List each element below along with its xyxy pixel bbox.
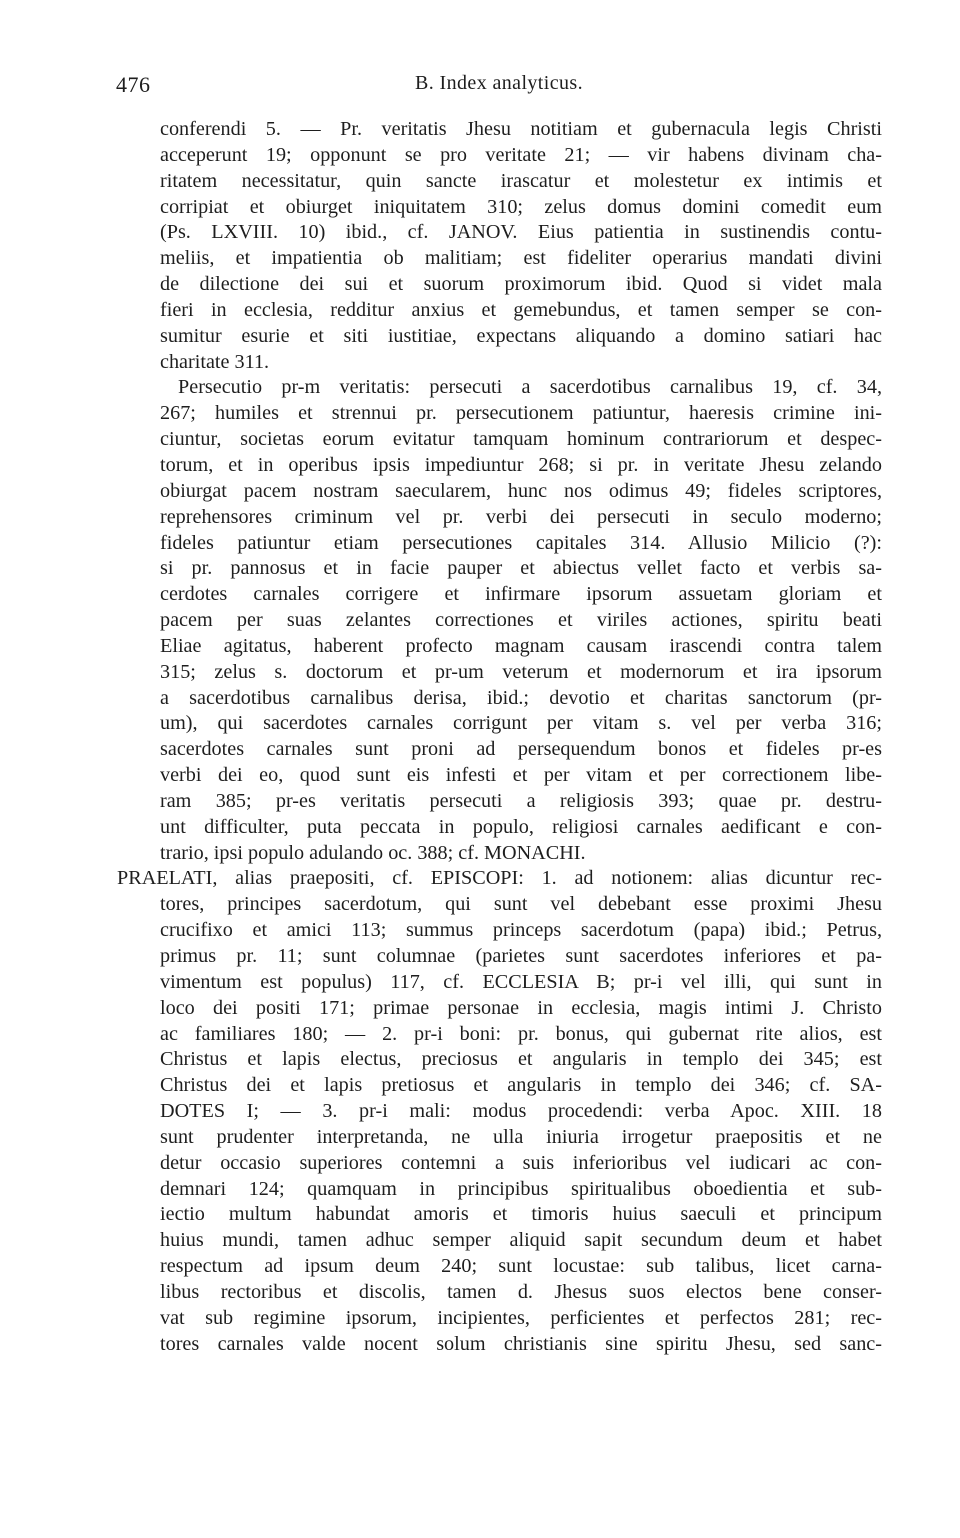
text-line: fideles patiuntur etiam persecutiones capitales 314. Allusio Milicio (?):: [160, 531, 882, 554]
index-body-text: [117, 117, 882, 1358]
text-line: crucifixo et amici 113; summus princeps sacerdotum (papa) ibid.; Petrus,: [160, 919, 882, 942]
text-line: Christus et lapis electus, preciosus et angularis in templo dei 345; est: [160, 1048, 882, 1071]
text-line: fieri in ecclesia, redditur anxius et gemebundus, et tamen semper se con-: [160, 298, 882, 321]
text-line: conferendi 5. — Pr. veritatis Jhesu notitiam et gubernacula legis Christi: [160, 118, 882, 140]
text-line: huius mundi, tamen adhuc semper aliquid sapit secundum deum et habet: [160, 1229, 882, 1252]
text-line: si pr. pannosus et in facie pauper et abiectus vellet facto et verbis sa-: [160, 557, 882, 580]
running-title: B. Index analyticus.: [415, 72, 583, 94]
text-line: ac familiares 180; — 2. pr-i boni: pr. bonus, qui gubernat rite alios, est: [160, 1022, 882, 1045]
text-line: detur occasio superiores contemni a suis inferioribus vel iudicari ac con-: [160, 1151, 882, 1174]
text-line: ritatem necessitatur, quin sancte irascatur et molestetur ex intimis et: [160, 169, 882, 192]
text-line: tores carnales valde nocent solum christianis sine spiritu Jhesu, sed sanc-: [160, 1332, 882, 1355]
text-line: Christus dei et lapis pretiosus et angularis in templo dei 346; cf. SA-: [160, 1074, 882, 1097]
text-line: pacem per suas zelantes correctiones et viriles actiones, spiritu beati: [160, 609, 882, 632]
text-line: DOTES I; — 3. pr-i mali: modus procedendi: verba Apoc. XIII. 18: [160, 1100, 882, 1123]
text-line: PRAELATI, alias praepositi, cf. EPISCOPI: 1. ad notionem: alias dicuntur rec-: [117, 867, 882, 890]
text-line: de dilectione dei sui et suorum proximorum ibid. Quod si videt mala: [160, 273, 882, 296]
text-line: demnari 124; quamquam in principibus spiritualibus oboedientia et sub-: [160, 1177, 882, 1200]
text-line: reprehensores criminum vel pr. verbi dei persecuti in seculo moderno;: [160, 505, 882, 528]
text-line: iectio multum habundat amoris et timoris huius saeculi et principum: [160, 1203, 882, 1226]
text-line: Eliae agitatus, haberent profecto magnam causam irascendi contra talem: [160, 634, 882, 657]
text-line: meliis, et impatientia ob malitiam; est fideliter operarius mandati divini: [160, 247, 882, 270]
text-line: respectum ad ipsum deum 240; sunt locustae: sub talibus, licet carna-: [160, 1255, 882, 1278]
page-header: [116, 72, 882, 102]
text-line: sunt prudenter interpretanda, ne ulla iniuria irrogetur praepositis et ne: [160, 1125, 882, 1148]
text-line: vat sub regimine ipsorum, incipientes, perficientes et perfectos 281; rec-: [160, 1306, 882, 1329]
text-line: trario, ipsi populo adulando oc. 388; cf. MONACHI.: [160, 841, 586, 864]
text-line: torum, et in operibus ipsis impediuntur 268; si pr. in veritate Jhesu zelando: [160, 453, 882, 476]
text-line: sacerdotes carnales sunt proni ad persequendum bonos et fideles pr-es: [160, 738, 882, 761]
text-line: unt difficulter, puta peccata in populo, religiosi carnales aedificant e con-: [160, 815, 882, 838]
text-line: charitate 311.: [160, 350, 270, 373]
text-line: ram 385; pr-es veritatis persecuti a religiosis 393; quae pr. destru-: [160, 789, 882, 812]
text-line: vimentum est populus) 117, cf. ECCLESIA B; pr-i vel illi, qui sunt in: [160, 970, 882, 993]
text-line: Persecutio pr-m veritatis: persecuti a sacerdotibus carnalibus 19, cf. 34,: [178, 376, 882, 399]
text-line: (Ps. LXVIII. 10) ibid., cf. JANOV. Eius patientia in sustinendis contu-: [160, 221, 882, 244]
text-line: 267; humiles et strennui pr. persecutionem patiuntur, haeresis crimine ini-: [160, 402, 882, 425]
text-line: corripiat et obiurget iniquitatem 310; zelus domus domini comedit eum: [160, 195, 882, 218]
text-line: cerdotes carnales corrigere et infirmare ipsorum assuetam gloriam et: [160, 583, 882, 606]
text-line: loco dei positi 171; primae personae in ecclesia, magis intimi J. Christo: [160, 996, 882, 1019]
text-line: 315; zelus s. doctorum et pr-um veterum et modernorum et ira ipsorum: [160, 660, 882, 683]
text-line: ciuntur, societas eorum evitatur tamquam hominum contrariorum et despec-: [160, 428, 882, 451]
text-line: tores, principes sacerdotum, qui sunt vel debebant esse proximi Jhesu: [160, 893, 882, 916]
text-line: acceperunt 19; opponunt se pro veritate 21; — vir habens divinam cha-: [160, 143, 882, 166]
text-line: a sacerdotibus carnalibus derisa, ibid.; devotio et charitas sanctorum (pr-: [160, 686, 882, 709]
text-line: verbi dei eo, quod sunt eis infesti et per vitam et per correctionem libe-: [160, 764, 882, 787]
text-line: primus pr. 11; sunt columnae (parietes sunt sacerdotes inferiores et pa-: [160, 945, 882, 967]
text-line: libus rectoribus et discolis, tamen d. Jhesus suos electos bene conser-: [160, 1280, 882, 1303]
page-number: 476: [116, 72, 151, 97]
text-line: um), qui sacerdotes carnales corrigunt per vitam s. vel per verba 316;: [160, 712, 882, 735]
text-line: sumitur esurie et siti iustitiae, expectans aliquando a domino satiari hac: [160, 324, 882, 347]
text-line: obiurgat pacem nostram saecularem, hunc nos odimus 49; fideles scriptores,: [160, 479, 882, 502]
